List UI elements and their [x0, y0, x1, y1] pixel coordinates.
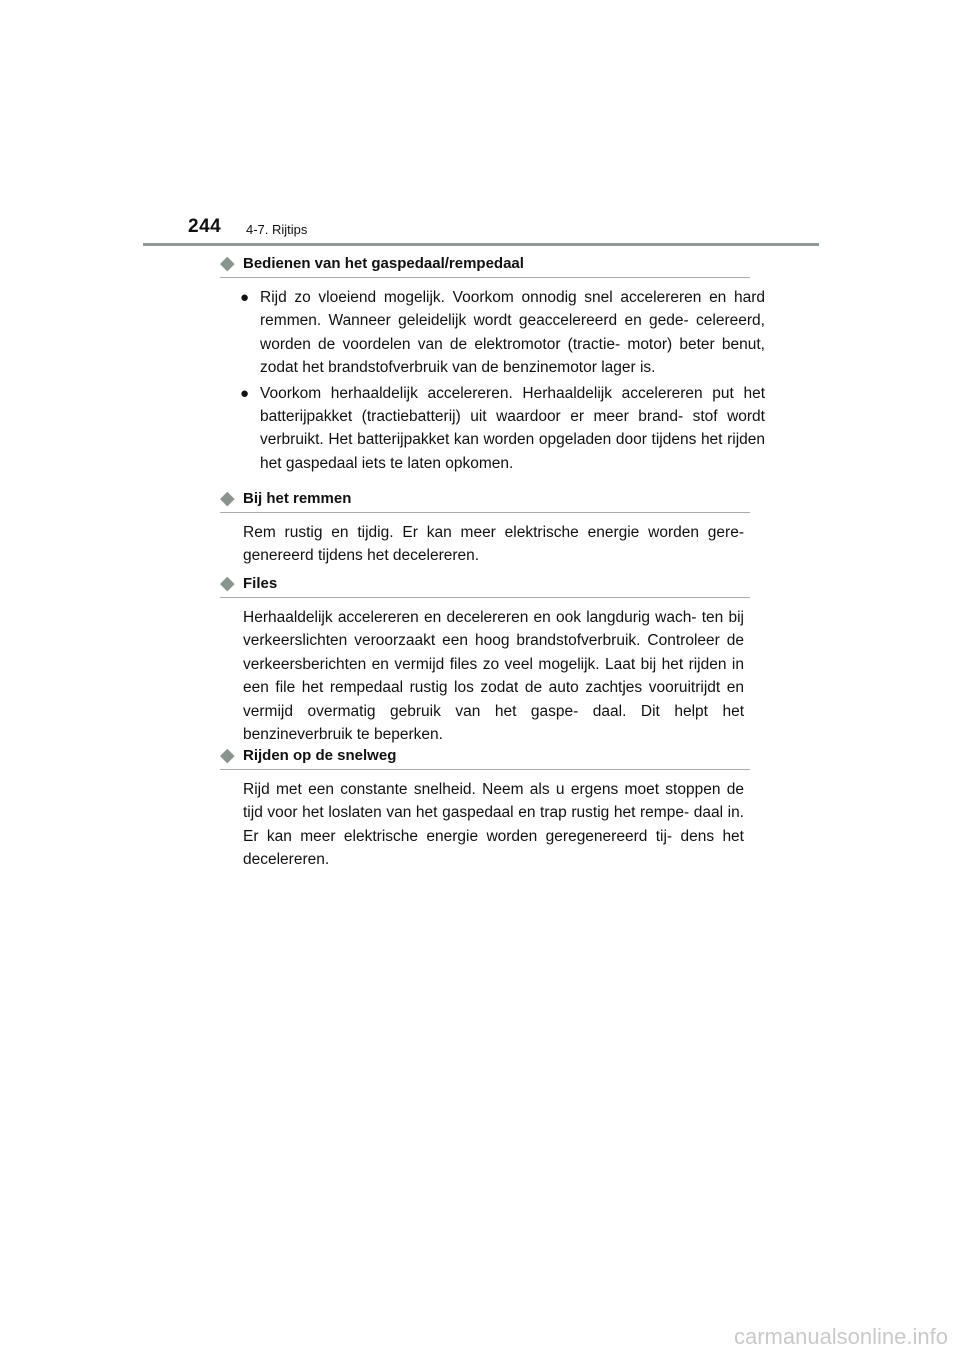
- section-title: Bij het remmen: [243, 490, 352, 507]
- header-divider: [143, 243, 819, 246]
- section-body: Herhaaldelijk accelereren en decelereren en ook langdurig wach- ten bij verkeerslichten veroorzaakt een hoog brandstofverbruik. Controleer de verkeersberichten en vermijd files zo veel mogelijk. Laat bij het rijden in een file het rempedaal rustig los zodat de auto zachtjes vooruitrijdt en vermijd overmatig gebruik van het gaspe- daal. Dit helpt het benzineverbruik te beperken.: [243, 609, 744, 744]
- section-highway: [220, 745, 750, 872]
- bullet-list: [220, 286, 765, 475]
- section-body: Rijd met een constante snelheid. Neem als u ergens moet stoppen de tijd voor het loslaten van het gaspedaal en trap rustig het rempe- daal in. Er kan meer elektrische energie worden geregenereerd tij- dens het decelereren.: [243, 781, 744, 869]
- section-body: Rem rustig en tijdig. Er kan meer elektrische energie worden gere- genereerd tijdens het decelereren.: [243, 524, 744, 565]
- diamond-icon: ◆: [220, 253, 235, 274]
- watermark: carmanualsonline.info: [733, 1324, 948, 1349]
- section-heading: [220, 488, 750, 513]
- chapter-title: 4-7. Rijtips: [246, 222, 308, 237]
- bullet-icon: ●: [240, 384, 250, 402]
- bullet-text: Voorkom herhaaldelijk accelereren. Herhaaldelijk accelereren put het batterijpakket (tractiebatterij) uit waardoor er meer brand- stof wordt verbruikt. Het batterijpakket kan worden opgeladen door tijdens het rijden het gaspedaal iets te laten opkomen.: [260, 384, 765, 472]
- section-heading: [220, 573, 750, 598]
- diamond-icon: ◆: [220, 573, 235, 594]
- diamond-icon: ◆: [220, 745, 235, 766]
- list-item: [240, 286, 765, 380]
- section-heading: [220, 253, 750, 278]
- diamond-icon: ◆: [220, 488, 235, 509]
- section-heading: [220, 745, 750, 770]
- section-title: Files: [243, 575, 278, 592]
- section-braking: [220, 488, 750, 568]
- bullet-text: Rijd zo vloeiend mogelijk. Voorkom onnodig snel accelereren en hard remmen. Wanneer geleidelijk wordt geaccelereerd en gede- celereerd, worden de voordelen van de elektromotor (tractie- motor) beter benut, zodat het brandstofverbruik van de benzinemotor lager is.: [260, 289, 765, 377]
- bullet-icon: ●: [240, 289, 250, 306]
- page-number: 244: [188, 216, 222, 237]
- section-pedals: [220, 253, 765, 475]
- list-item: [240, 382, 765, 476]
- section-title: Bedienen van het gaspedaal/rempedaal: [243, 255, 524, 272]
- section-title: Rijden op de snelweg: [243, 747, 397, 764]
- section-traffic-jams: [220, 573, 750, 746]
